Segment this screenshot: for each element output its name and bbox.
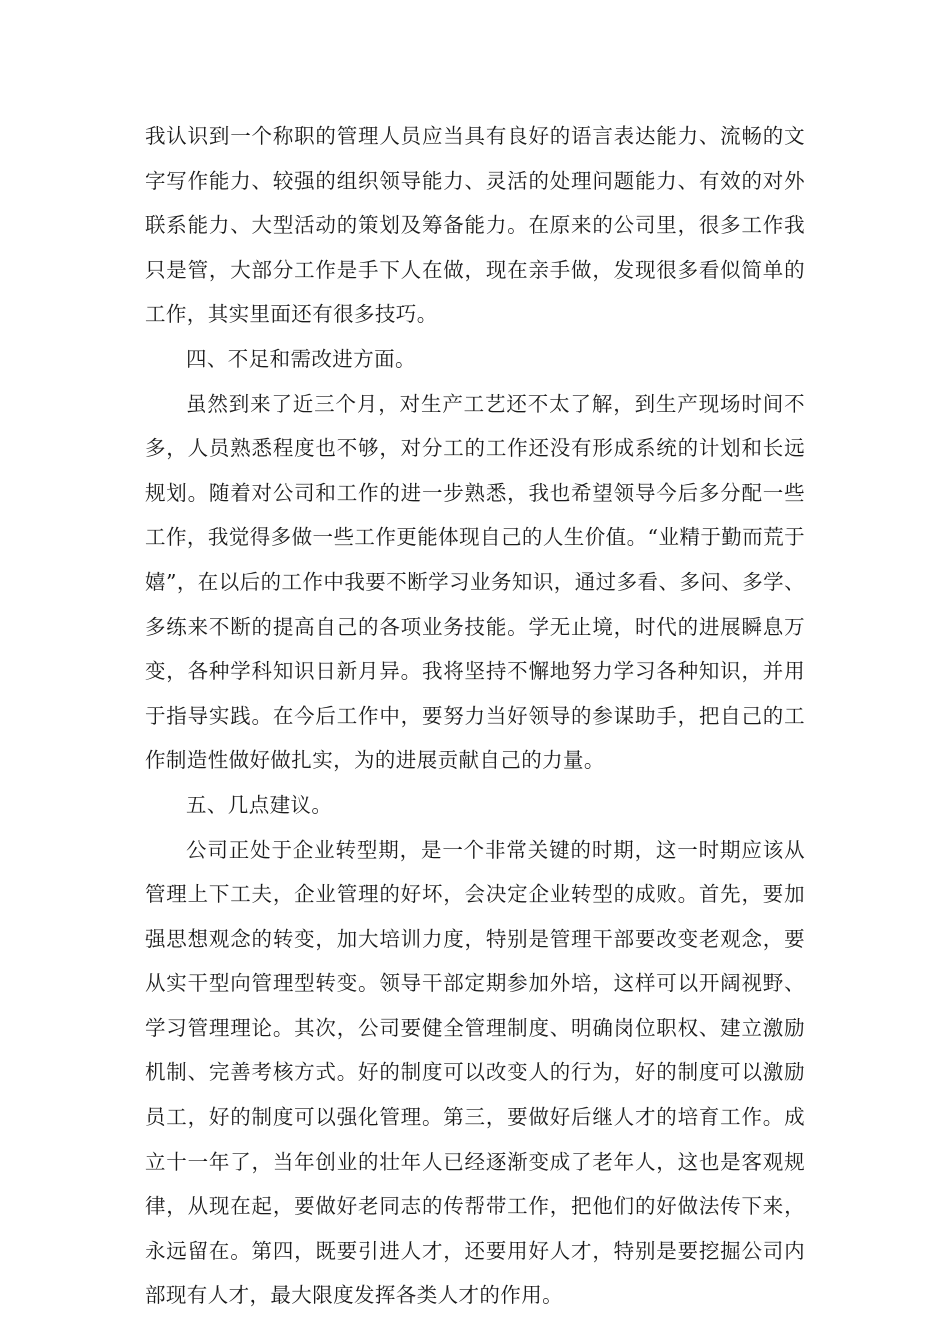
paragraph-suggestions: 公司正处于企业转型期，是一个非常关键的时期，这一时期应该从管理上下工夫，企业管理的好坏，会决定企业转型的成败。首先，要加强思想观念的转变，加大培训力度，特别是管理干部要改变老观念，要从实干型向管理型转变。领导干部定期参加外培，这样可以开阔视野、学习管理理论。其次，公司要健全管理制度、明确岗位职权、建立激励机制、完善考核方式。好的制度可以改变人的行为，好的制度可以激励员工，好的制度可以强化管理。第三，要做好后继人才的培育工作。成立十一年了，当年创业的壮年人已经逐渐变成了老年人，这也是客观规律，从现在起，要做好老同志的传帮带工作，把他们的好做法传下来，永远留在。第四，既要引进人才，还要用好人才，特别是要挖掘公司内部现有人才，最大限度发挥各类人才的作用。 <box>145 837 805 1308</box>
section-heading-shortcomings: 四、不足和需改进方面。 <box>186 346 416 371</box>
paragraph-continuation: 我认识到一个称职的管理人员应当具有良好的语言表达能力、流畅的文字写作能力、较强的组织领导能力、灵活的处理问题能力、有效的对外联系能力、大型活动的策划及筹备能力。在原来的公司里，很多工作我只是管，大部分工作是手下人在做，现在亲手做，发现很多看似简单的工作，其实里面还有很多技巧。 <box>145 124 805 327</box>
section-heading-suggestions: 五、几点建议。 <box>186 792 333 817</box>
paragraph-shortcomings: 虽然到来了近三个月，对生产工艺还不太了解，到生产现场时间不多，人员熟悉程度也不够，对分工的工作还没有形成系统的计划和长远规划。随着对公司和工作的进一步熟悉，我也希望领导今后多分配一些工作，我觉得多做一些工作更能体现自己的人生价值。“业精于勤而荒于嬉”，在以后的工作中我要不断学习业务知识，通过多看、多问、多学、多练来不断的提高自己的各项业务技能。学无止境，时代的进展瞬息万变，各种学科知识日新月异。我将坚持不懈地努力学习各种知识，并用于指导实践。在今后工作中，要努力当好领导的参谋助手，把自己的工作制造性做好做扎实，为的进展贡献自己的力量。 <box>145 391 805 773</box>
document-body <box>145 114 805 1318</box>
